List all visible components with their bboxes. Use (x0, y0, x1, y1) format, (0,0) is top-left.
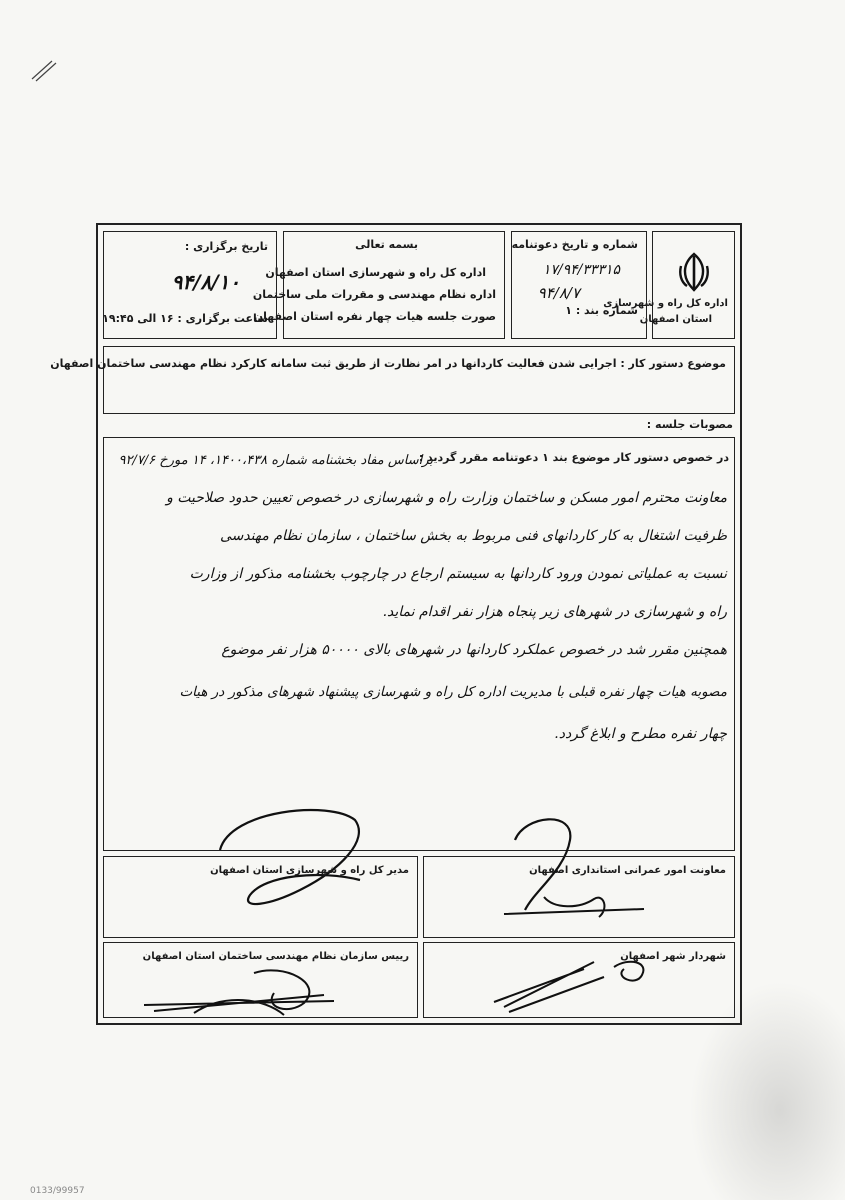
iran-emblem-icon (673, 250, 715, 292)
handwritten-line-8: چهار نفره مطرح و ابلاغ گردد. (554, 726, 727, 742)
meeting-date-label: تاریخ برگزاری : (184, 240, 268, 253)
logo-org-name: اداره کل راه و شهرسازی (603, 298, 728, 309)
resolutions-label: مصوبات جلسه : (646, 418, 733, 431)
org-line-2: اداره نظام مهندسی و مقررات ملی ساختمان (252, 288, 496, 301)
signature-title-president: رییس سازمان نظام مهندسی ساختمان استان اصفهان (142, 951, 409, 962)
handwritten-line-3: ظرفیت اشتغال به کار کاردانهای فنی مربوط به بخش ساختمان ، سازمان نظام مهندسی (219, 528, 727, 544)
invitation-date: ۹۴/۸/۷ (537, 284, 580, 302)
signature-box-president (103, 942, 418, 1018)
signature-title-director: مدیر کل راه و شهرسازی استان اصفهان (210, 865, 409, 876)
logo-box (603, 231, 735, 339)
organization-box (252, 231, 505, 339)
invitation-title: شماره و تاریخ دعوتنامه (511, 238, 638, 251)
handwritten-line-1: براساس مفاد بخشنامه شماره ۱۴۰۰،۴۳۸، ۱۴ مورخ ۹۲/۷/۶ (118, 453, 433, 468)
meeting-date: ۹۴/۸/۱۰ (171, 270, 240, 294)
signature-title-deputy: معاونت امور عمرانی استانداری اصفهان (529, 865, 726, 876)
deputy-signature (484, 879, 664, 934)
signature-box-mayor (423, 942, 735, 1018)
margin-mark (30, 55, 60, 85)
basmala: بسمه تعالی (355, 238, 418, 251)
resolutions-intro: در خصوص دستور کار موضوع بند ۱ دعوتنامه مقرر گردید : (418, 451, 729, 464)
handwritten-line-4: نسبت به عملیاتی نمودن ورود کاردانها به سیستم ارجاع در چارچوب بخشنامه مذکور از وزارت (189, 566, 727, 582)
footer-code: 0133/99957 (30, 1186, 85, 1196)
president-signature (134, 953, 394, 1023)
signature-box-deputy (423, 856, 735, 938)
signature-box-director (103, 856, 418, 938)
meeting-time: ساعت برگزاری : ۱۶ الی ۱۹:۴۵ (102, 312, 268, 325)
invitation-box (511, 231, 647, 339)
signature-title-mayor: شهردار شهر اصفهان (620, 951, 726, 962)
handwritten-line-5: راه و شهرسازی در شهرهای زیر پنجاه هزار نفر اقدام نماید. (382, 604, 727, 620)
agenda-box (50, 346, 735, 414)
handwritten-line-6: همچنین مقرر شد در خصوص عملکرد کاردانها در شهرهای بالای ۵۰۰۰۰ هزار نفر موضوع (221, 642, 727, 658)
handwritten-line-7: مصوبه هیات چهار نفره قبلی با مدیریت اداره کل راه و شهرسازی پیشنهاد شهرهای مذکور در هیات (179, 684, 727, 700)
invitation-number: ۱۷/۹۴/۳۳۳۱۵ (542, 262, 620, 278)
meeting-info-box (103, 231, 277, 339)
logo-province: استان اصفهان (639, 314, 712, 325)
org-line-1: اداره کل راه و شهرسازی استان اصفهان (265, 266, 486, 279)
item-number: شماره بند : ۱ (565, 304, 638, 317)
handwritten-line-2: معاونت محترم امور مسکن و ساختمان وزارت راه و شهرسازی در خصوص تعیین حدود صلاحیت و (166, 490, 727, 506)
mayor-signature (464, 947, 684, 1017)
agenda-text: موضوع دستور کار : اجرایی شدن فعالیت کاردانها در امر نظارت از طریق ثبت سامانه کارکرد نظام مهندسی ساختمان اصفهان (50, 357, 726, 370)
org-line-3: صورت جلسه هیات چهار نفره استان اصفهان (253, 310, 496, 323)
